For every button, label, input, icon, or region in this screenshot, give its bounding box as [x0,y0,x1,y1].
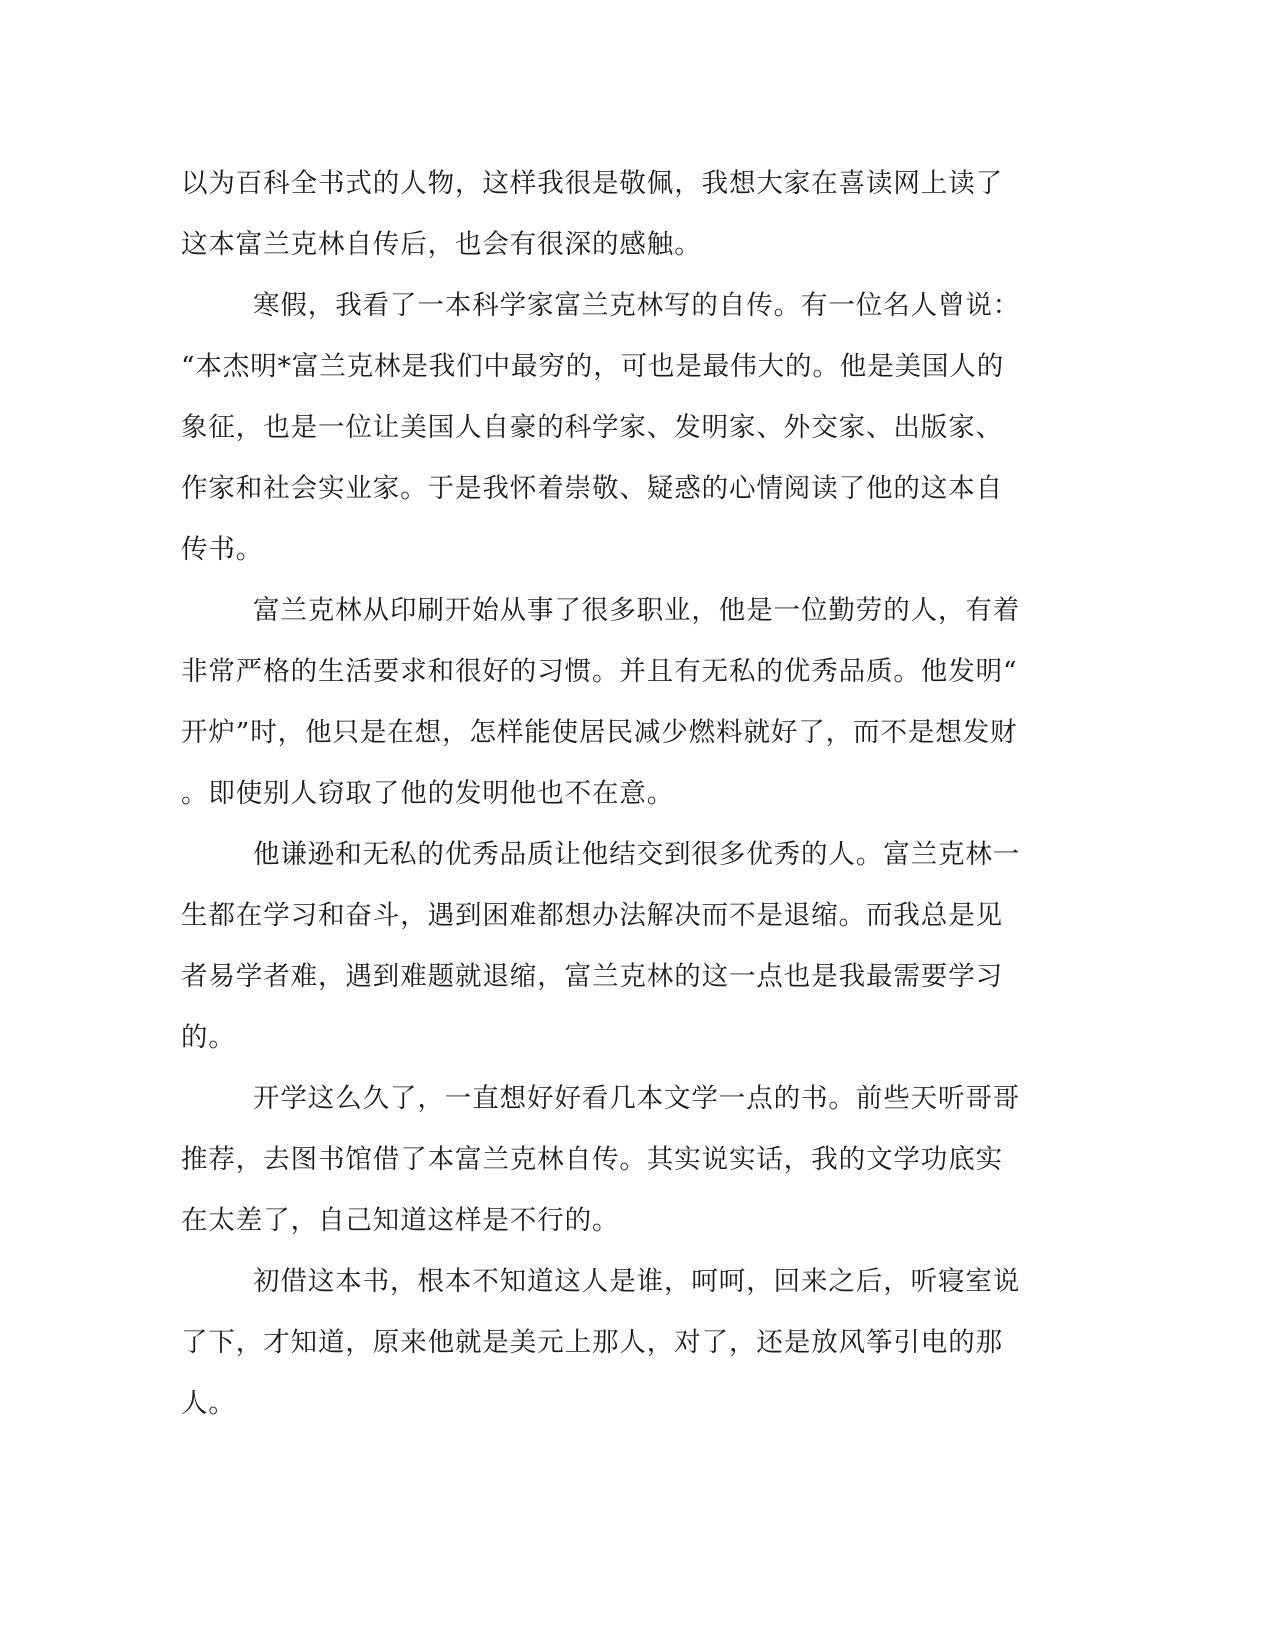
document-body [181,153,1041,1434]
text-line: 初借这本书，根本不知道这人是谁，呵呵，回来之后，听寝室说 [253,1266,1021,1297]
text-line: 作家和社会实业家。于是我怀着崇敬、疑惑的心情阅读了他的这本自 [181,473,1003,504]
text-line: 了下，才知道，原来他就是美元上那人，对了，还是放风筝引电的那 [181,1327,1003,1358]
text-line: 以为百科全书式的人物，这样我很是敬佩，我想大家在喜读网上读了 [181,168,1003,199]
paragraph-1 [181,153,1041,275]
text-line: 人。 [181,1388,236,1419]
text-line: 开学这么久了，一直想好好看几本文学一点的书。前些天听哥哥 [253,1083,1021,1114]
text-line: 在太差了，自己知道这样是不行的。 [181,1205,620,1236]
text-line: 非常严格的生活要求和很好的习惯。并且有无私的优秀品质。他发明“ [181,656,1018,687]
text-line: 富兰克林从印刷开始从事了很多职业，他是一位勤劳的人，有着 [253,595,1021,626]
text-line: 寒假，我看了一本科学家富兰克林写的自传。有一位名人曾说： [253,290,1021,321]
text-line: 开炉”时，他只是在想，怎样能使居民减少燃料就好了，而不是想发财 [181,717,1018,748]
text-line: 传书。 [181,534,264,565]
text-line: 生都在学习和奋斗，遇到困难都想办法解决而不是退缩。而我总是见 [181,900,1003,931]
text-line: 的。 [181,1022,236,1053]
text-line: “本杰明*富兰克林是我们中最穷的，可也是最伟大的。他是美国人的 [181,351,1005,382]
paragraph-3 [181,580,1041,824]
paragraph-6 [181,1251,1041,1434]
text-line: 推荐，去图书馆借了本富兰克林自传。其实说实话，我的文学功底实 [181,1144,1003,1175]
text-line: 。即使别人窃取了他的发明他也不在意。 [181,778,675,809]
paragraph-5 [181,1068,1041,1251]
text-line: 者易学者难，遇到难题就退缩，富兰克林的这一点也是我最需要学习 [181,961,1003,992]
text-line: 象征，也是一位让美国人自豪的科学家、发明家、外交家、出版家、 [181,412,1003,443]
text-line: 这本富兰克林自传后，也会有很深的感触。 [181,229,702,260]
text-line: 他谦逊和无私的优秀品质让他结交到很多优秀的人。富兰克林一 [253,839,1021,870]
paragraph-2 [181,275,1041,580]
paragraph-4 [181,824,1041,1068]
